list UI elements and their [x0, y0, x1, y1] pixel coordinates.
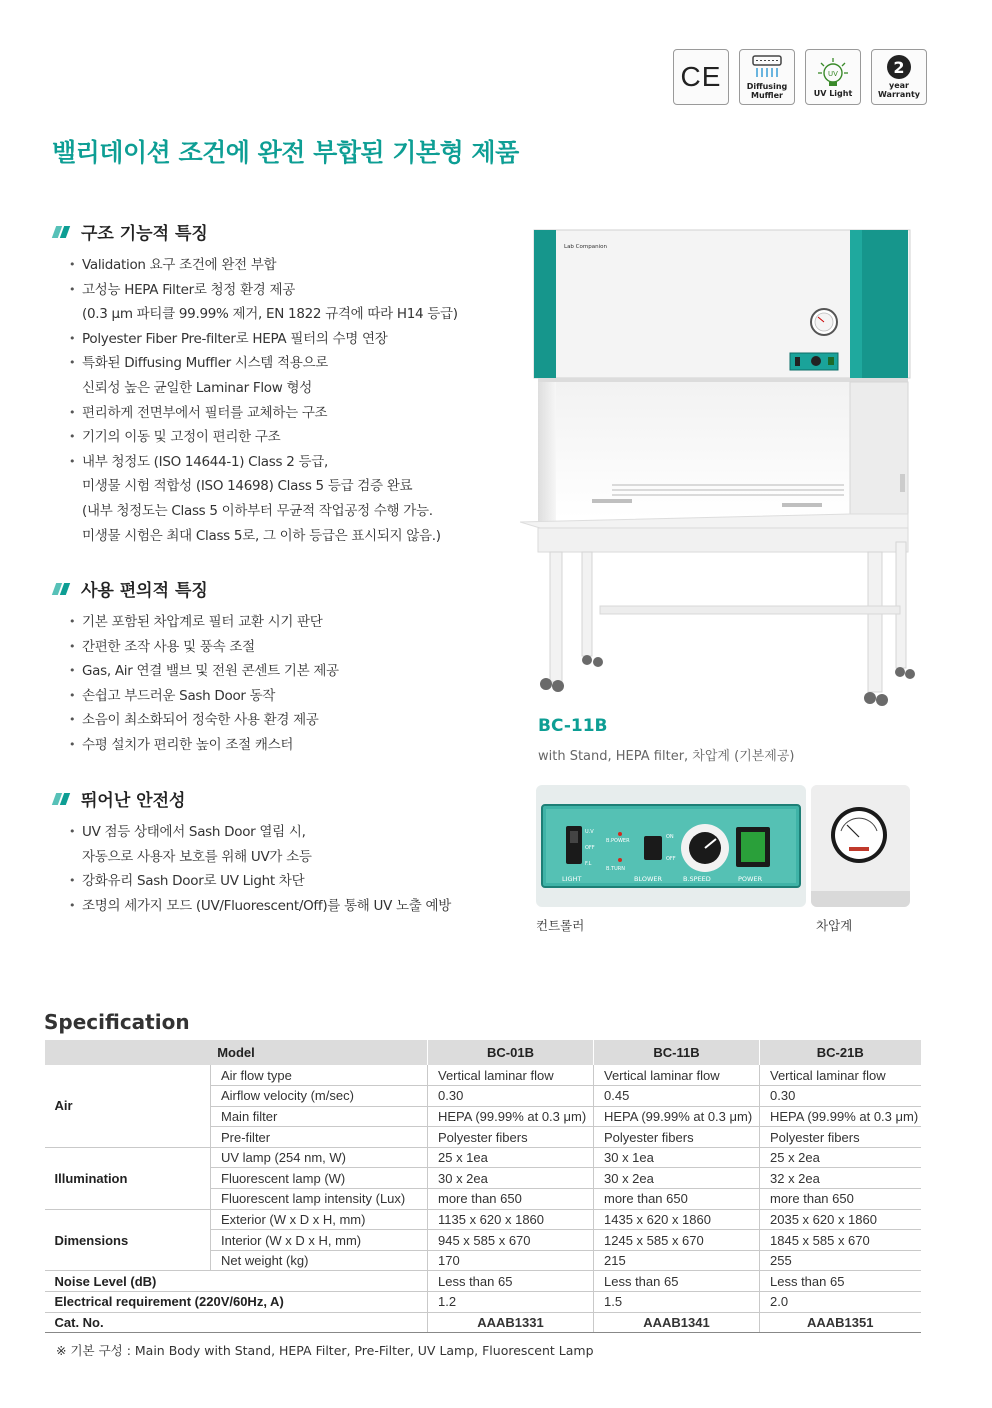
spec-row-label: Fluorescent lamp (W) — [211, 1168, 428, 1189]
feature-item: • UV 점등 상태에서 Sash Door 열림 시, — [69, 820, 451, 845]
feature-item: • 고성능 HEPA Filter로 청정 환경 제공 — [69, 278, 458, 303]
spec-cell: 0.45 — [594, 1086, 760, 1107]
spec-row-label: Exterior (W x D x H, mm) — [211, 1209, 428, 1230]
blower-label: BLOWER — [634, 875, 663, 883]
biosafety-cabinet-image — [520, 222, 920, 717]
spec-cat-cell: AAAB1331 — [428, 1312, 594, 1333]
spec-cell: Less than 65 — [760, 1271, 921, 1292]
safety-features-section — [52, 786, 451, 918]
uv-light-badge — [805, 49, 861, 105]
off-label: OFF — [585, 845, 595, 851]
structure-features-section — [52, 219, 458, 548]
warranty-icon — [887, 55, 911, 79]
spec-cell: more than 650 — [428, 1189, 594, 1210]
spec-header-bc-01b: BC-01B — [428, 1040, 594, 1065]
spec-cell: 1435 x 620 x 1860 — [594, 1209, 760, 1230]
spec-cell: 945 x 585 x 670 — [428, 1230, 594, 1251]
svg-text:UV: UV — [828, 69, 838, 78]
spec-footnote: ※ 기본 구성 : Main Body with Stand, HEPA Filter, Pre-Filter, UV Lamp, Fluorescent Lamp — [56, 1343, 594, 1358]
feature-item: • 기본 포함된 차압계로 필터 교환 시기 판단 — [69, 610, 339, 635]
feature-item: • 특화된 Diffusing Muffler 시스템 적용으로 — [69, 351, 458, 376]
section-title-text: 뛰어난 안전성 — [81, 791, 186, 811]
cabinet-brand-label: Lab Companion — [564, 244, 607, 250]
product-subtitle: with Stand, HEPA filter, 차압계 (기본제공) — [538, 749, 795, 764]
spec-cell: 1.5 — [594, 1292, 760, 1313]
power-label: POWER — [738, 875, 763, 883]
uv-light-label: UV Light — [813, 88, 853, 98]
table-row — [45, 1065, 921, 1086]
feature-item: • 편리하게 전면부에서 필터를 교체하는 구조 — [69, 401, 458, 426]
product-model-name: BC-11B — [538, 716, 608, 736]
spec-cell: 0.30 — [760, 1086, 921, 1107]
feature-item: • Polyester Fiber Pre-filter로 HEPA 필터의 수명 연장 — [69, 327, 458, 352]
certification-badges — [673, 49, 927, 105]
spec-header-bc-21b: BC-21B — [760, 1040, 921, 1065]
spec-cell: HEPA (99.99% at 0.3 μm) — [760, 1106, 921, 1127]
section-title — [52, 786, 451, 811]
spec-cell: 1245 x 585 x 670 — [594, 1230, 760, 1251]
feature-item: • 조명의 세가지 모드 (UV/Fluorescent/Off)를 통해 UV 노출 예방 — [69, 894, 451, 919]
table-row — [45, 1271, 921, 1292]
feature-list — [52, 610, 339, 758]
spec-cell: 0.30 — [428, 1086, 594, 1107]
spec-cell: Less than 65 — [594, 1271, 760, 1292]
spec-cell: Vertical laminar flow — [760, 1065, 921, 1086]
light-label: LIGHT — [562, 875, 582, 883]
controller-panel-image — [536, 785, 806, 907]
spec-cell: 25 x 1ea — [428, 1147, 594, 1168]
ce-mark-icon: CE — [680, 61, 722, 92]
warranty-badge — [871, 49, 927, 105]
spec-table — [44, 1040, 921, 1333]
controller-photo — [536, 785, 806, 907]
feature-item: (내부 청정도는 Class 5 이하부터 무균적 작업공정 수행 가능. — [82, 502, 433, 519]
spec-header-bc-11b: BC-11B — [594, 1040, 760, 1065]
convenience-features-section — [52, 576, 339, 758]
spec-group-label: Illumination — [45, 1147, 211, 1209]
spec-row-label: Noise Level (dB) — [45, 1271, 428, 1292]
section-title — [52, 219, 458, 244]
feature-item: 미생물 시험은 최대 Class 5로, 그 이하 등급은 표시되지 않음.) — [82, 527, 441, 544]
spec-cell: 25 x 2ea — [760, 1147, 921, 1168]
spec-cell: 170 — [428, 1250, 594, 1271]
off2-label: OFF — [666, 856, 676, 862]
spec-cat-cell: AAAB1351 — [760, 1312, 921, 1333]
spec-cat-cell: AAAB1341 — [594, 1312, 760, 1333]
on-label: ON — [666, 834, 674, 840]
diffusing-muffler-label: Diffusing Muffler — [746, 82, 788, 100]
spec-cell: more than 650 — [760, 1189, 921, 1210]
spec-cell: 255 — [760, 1250, 921, 1271]
spec-cell: 2.0 — [760, 1292, 921, 1313]
spec-cell: Vertical laminar flow — [594, 1065, 760, 1086]
feature-item: 자동으로 사용자 보호를 위해 UV가 소등 — [82, 848, 312, 865]
feature-item: 미생물 시험 적합성 (ISO 14698) Class 5 등급 검증 완료 — [82, 478, 413, 495]
feature-item: (0.3 μm 파티클 99.99% 제거, EN 1822 규격에 따라 H14 등급) — [82, 306, 458, 323]
pressure-gauge-photo — [811, 785, 910, 907]
spec-row-label: Pre-filter — [211, 1127, 428, 1148]
section-title-text: 구조 기능적 특징 — [81, 224, 208, 244]
pressure-gauge-image — [811, 785, 910, 907]
section-title-text: 사용 편의적 특징 — [81, 581, 208, 601]
spec-group-label: Air — [45, 1065, 211, 1147]
warranty-years: 2 — [893, 57, 905, 77]
spec-cell: 1.2 — [428, 1292, 594, 1313]
spec-cell: Polyester fibers — [594, 1127, 760, 1148]
spec-cell: 32 x 2ea — [760, 1168, 921, 1189]
uv-label: U.V — [585, 829, 594, 835]
spec-group-label: Dimensions — [45, 1209, 211, 1271]
gauge-caption: 차압계 — [816, 918, 853, 933]
page-headline: 밸리데이션 조건에 완전 부합된 기본형 제품 — [52, 138, 519, 167]
spec-title: Specification — [44, 1010, 190, 1034]
spec-cell: Polyester fibers — [760, 1127, 921, 1148]
diffusing-muffler-icon — [749, 54, 785, 80]
spec-cell: HEPA (99.99% at 0.3 μm) — [428, 1106, 594, 1127]
spec-cell: 1845 x 585 x 670 — [760, 1230, 921, 1251]
spec-cell: Less than 65 — [428, 1271, 594, 1292]
spec-cell: Vertical laminar flow — [428, 1065, 594, 1086]
bspeed-label: B.SPEED — [683, 875, 711, 883]
table-row — [45, 1292, 921, 1313]
spec-cell: 215 — [594, 1250, 760, 1271]
feature-item: • 간편한 조작 사용 및 풍속 조절 — [69, 635, 339, 660]
spec-cell: 30 x 2ea — [594, 1168, 760, 1189]
spec-row-label: Airflow velocity (m/sec) — [211, 1086, 428, 1107]
spec-row-label: Main filter — [211, 1106, 428, 1127]
spec-row-label: UV lamp (254 nm, W) — [211, 1147, 428, 1168]
spec-cell: more than 650 — [594, 1189, 760, 1210]
feature-item: • 강화유리 Sash Door로 UV Light 차단 — [69, 869, 451, 894]
fl-label: F.L — [585, 861, 592, 867]
section-bullet-icon — [52, 582, 72, 596]
feature-item: • 소음이 최소화되어 정숙한 사용 환경 제공 — [69, 708, 339, 733]
spec-row-label: Electrical requirement (220V/60Hz, A) — [45, 1292, 428, 1313]
table-row — [45, 1312, 921, 1333]
controller-caption: 컨트롤러 — [536, 918, 585, 933]
feature-item: • Validation 요구 조건에 완전 부합 — [69, 253, 458, 278]
feature-list — [52, 820, 451, 918]
section-bullet-icon — [52, 225, 72, 239]
spec-row-label: Air flow type — [211, 1065, 428, 1086]
section-title — [52, 576, 339, 601]
spec-cell: 1135 x 620 x 1860 — [428, 1209, 594, 1230]
feature-item: • 손쉽고 부드러운 Sash Door 동작 — [69, 684, 339, 709]
spec-row-label: Fluorescent lamp intensity (Lux) — [211, 1189, 428, 1210]
spec-header-model: Model — [45, 1040, 428, 1065]
feature-item: • 기기의 이동 및 고정이 편리한 구조 — [69, 425, 458, 450]
warranty-label: year Warranty — [878, 81, 920, 99]
feature-item: • 내부 청정도 (ISO 14644-1) Class 2 등급, — [69, 450, 458, 475]
feature-item: • 수평 설치가 편리한 높이 조절 캐스터 — [69, 733, 339, 758]
spec-cell: Polyester fibers — [428, 1127, 594, 1148]
feature-item: • Gas, Air 연결 밸브 및 전원 콘센트 기본 제공 — [69, 659, 339, 684]
spec-cell: HEPA (99.99% at 0.3 μm) — [594, 1106, 760, 1127]
spec-cell: 30 x 1ea — [594, 1147, 760, 1168]
ce-badge — [673, 49, 729, 105]
spec-cell: 2035 x 620 x 1860 — [760, 1209, 921, 1230]
table-row — [45, 1147, 921, 1168]
table-row — [45, 1209, 921, 1230]
spec-row-label: Net weight (kg) — [211, 1250, 428, 1271]
spec-cell: 30 x 2ea — [428, 1168, 594, 1189]
spec-header-row — [45, 1040, 921, 1065]
uv-light-icon — [816, 57, 850, 87]
feature-item: 신뢰성 높은 균일한 Laminar Flow 형성 — [82, 379, 312, 396]
bturn-label: B.TURN — [606, 866, 625, 872]
diffusing-muffler-badge — [739, 49, 795, 105]
bpower-label: B.POWER — [606, 838, 630, 844]
feature-list — [52, 253, 458, 548]
spec-row-label: Cat. No. — [45, 1312, 428, 1333]
section-bullet-icon — [52, 792, 72, 806]
spec-row-label: Interior (W x D x H, mm) — [211, 1230, 428, 1251]
